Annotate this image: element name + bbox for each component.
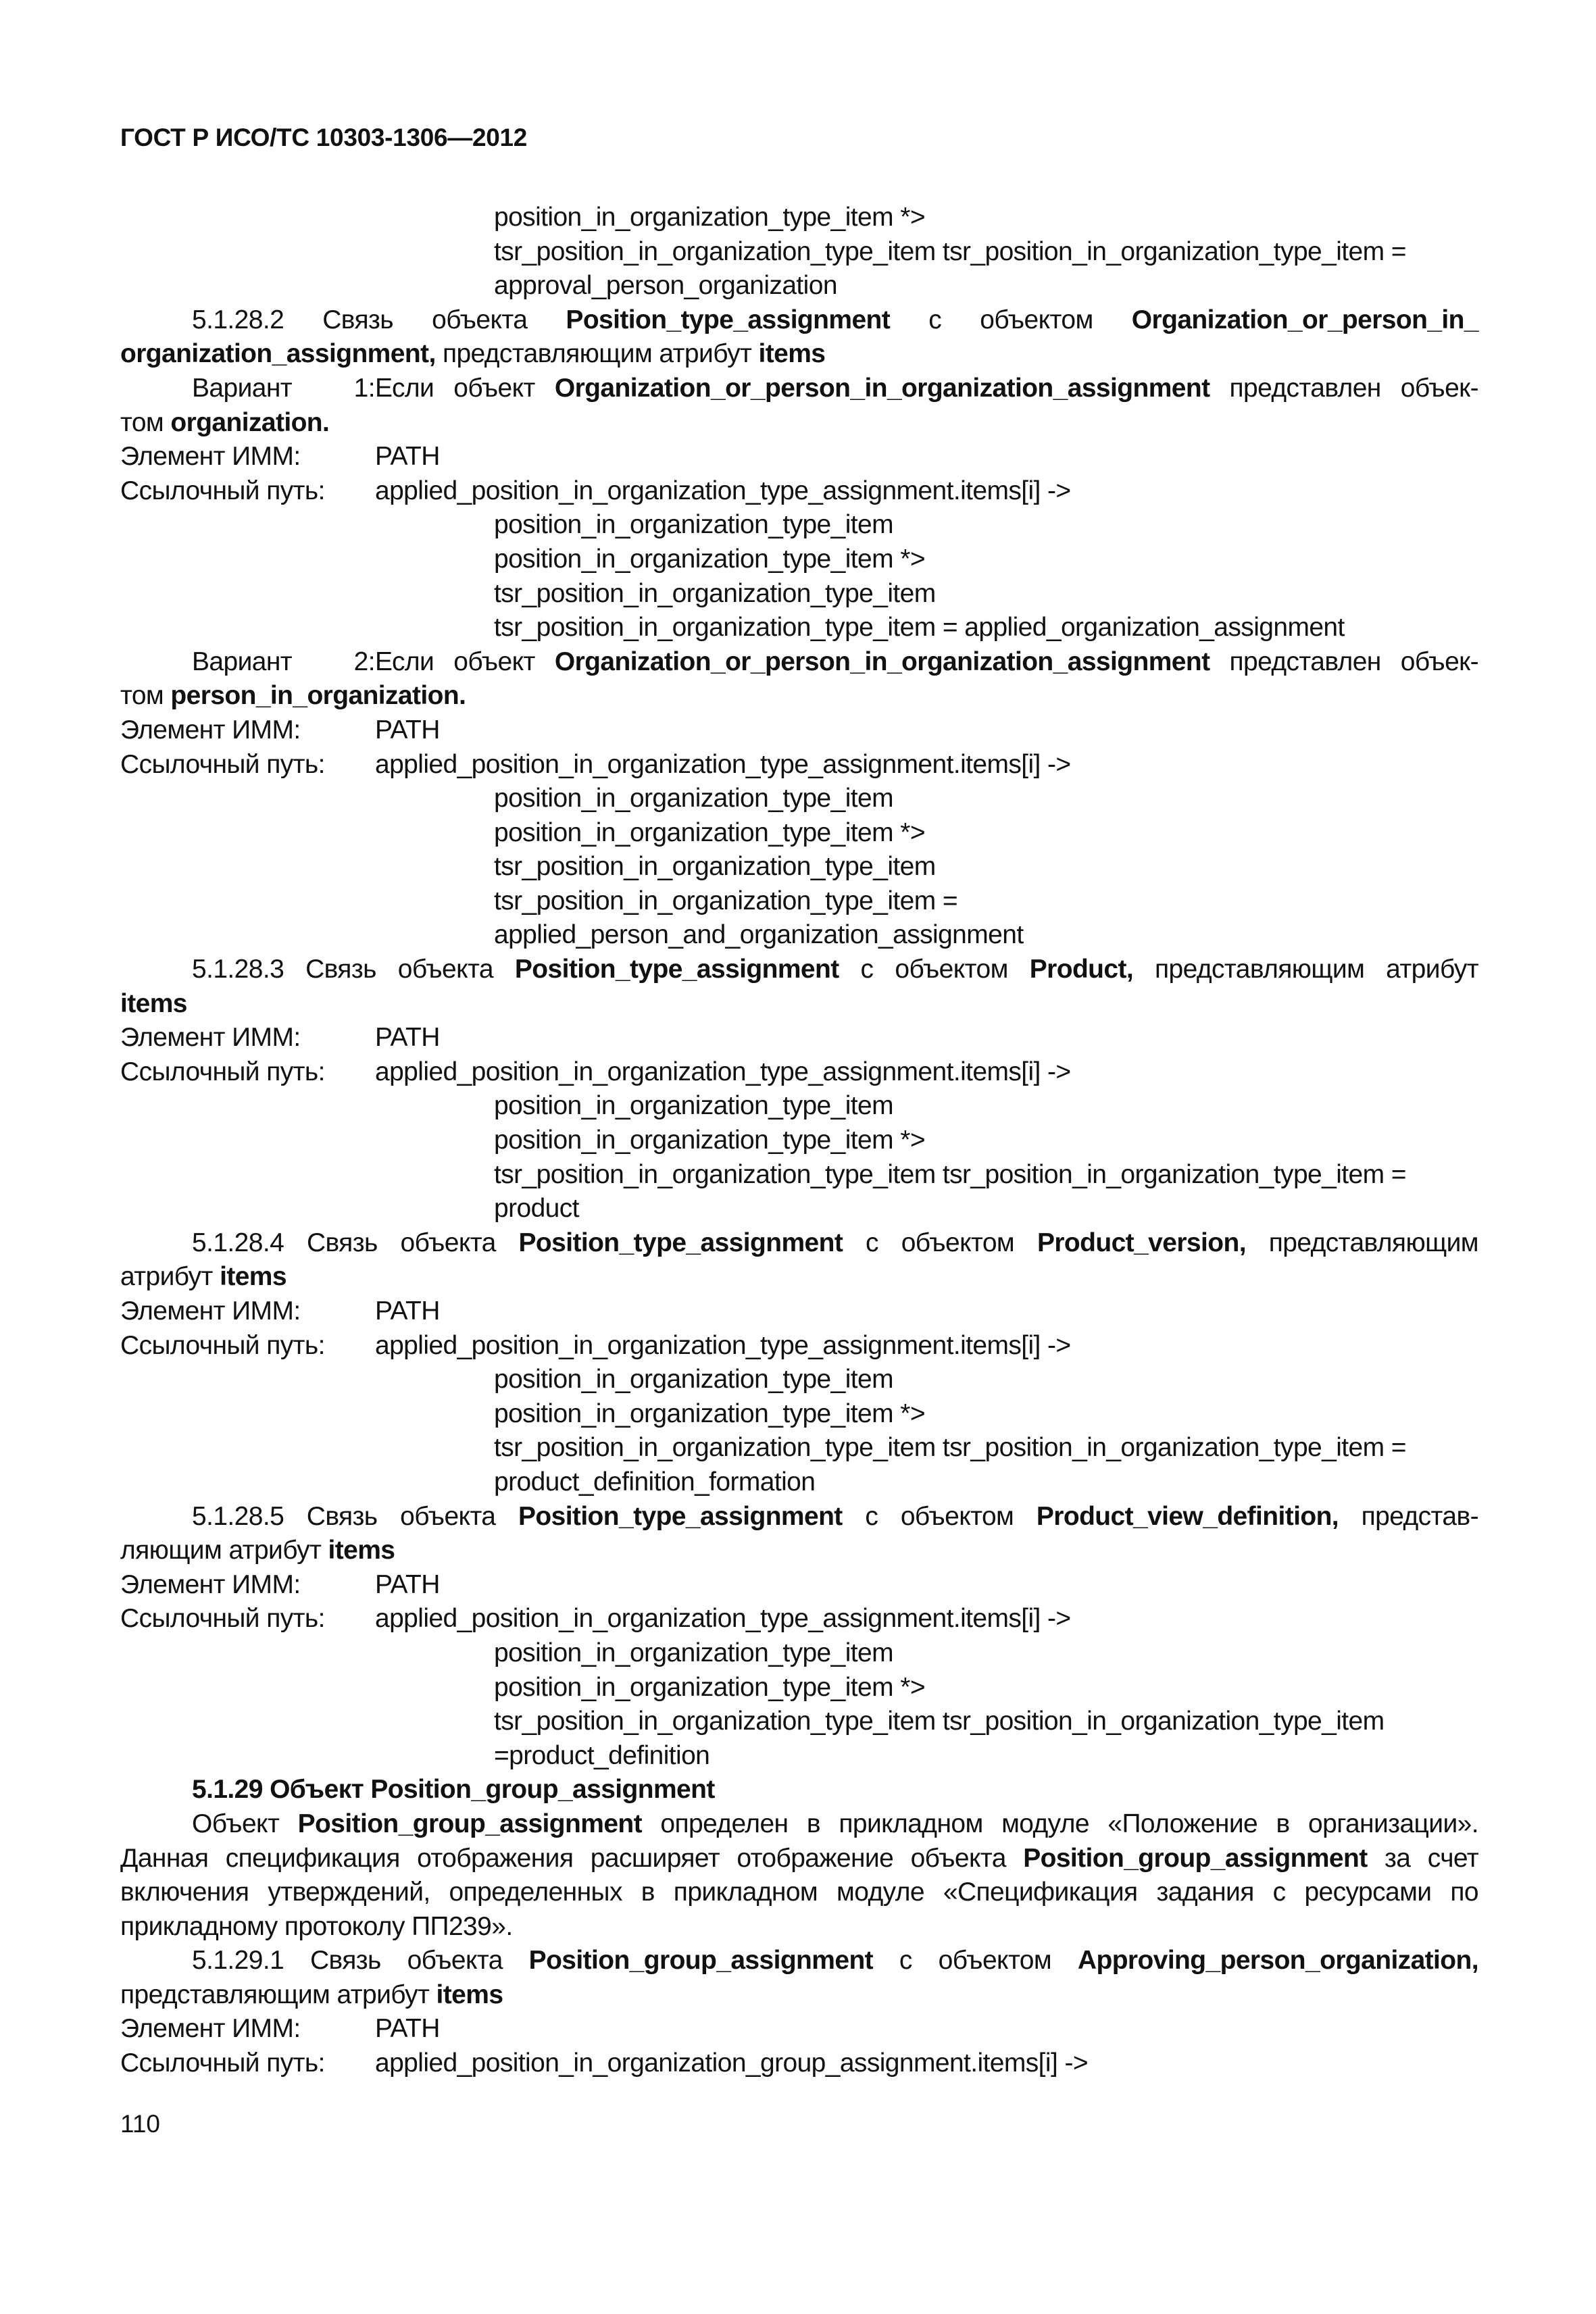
text-line: Объект Position_group_assignment определен в прикладном модуле «Положение в организации». <box>192 1809 1478 1838</box>
ref-path-line: Ссылочный путь: applied_position_in_organization_type_assignment.items[i] -> <box>120 1604 1071 1634</box>
element-line: Элемент ИММ: PATH <box>120 1023 440 1053</box>
section-heading: 5.1.28.2 Связь объекта Position_type_assignment с объектом Organization_or_person_in_ <box>192 305 1478 334</box>
page-number: 110 <box>120 2110 160 2138</box>
text-line: position_in_organization_type_item *> <box>494 1126 926 1155</box>
page-header: ГОСТ Р ИСО/ТС 10303-1306—2012 <box>120 124 528 151</box>
text-line: position_in_organization_type_item *> <box>494 1672 926 1702</box>
ref-path-line: Ссылочный путь: applied_position_in_organization_type_assignment.items[i] -> <box>120 1330 1071 1360</box>
text-line: position_in_organization_type_item *> <box>494 544 926 574</box>
text-line: атрибут items <box>120 1262 286 1292</box>
text-line: tsr_position_in_organization_type_item tsr_position_in_organization_type_item = <box>494 1159 1406 1189</box>
text-line: том person_in_organization. <box>120 681 466 711</box>
ref-path-line: Ссылочный путь: applied_position_in_organization_type_assignment.items[i] -> <box>120 1057 1071 1086</box>
text-line: ляющим атрибут items <box>120 1536 395 1565</box>
text-line: представляющим атрибут items <box>120 1980 503 2009</box>
text-line: tsr_position_in_organization_type_item = applied_organization_assignment <box>494 613 1345 643</box>
text-line: tsr_position_in_organization_type_item <box>494 852 936 882</box>
text-line: tsr_position_in_organization_type_item tsr_position_in_organization_type_item = <box>494 236 1406 266</box>
text-line: applied_person_and_organization_assignment <box>494 920 1024 950</box>
text-line: Данная спецификация отображения расширяет отображение объекта Position_group_assignment за счет <box>120 1843 1478 1873</box>
text-line: position_in_organization_type_item <box>494 1638 894 1667</box>
text-line: =product_definition <box>494 1740 710 1770</box>
text-line: items <box>120 988 187 1018</box>
text-line: tsr_position_in_organization_type_item = <box>494 886 958 915</box>
ref-path-line: Ссылочный путь: applied_position_in_organization_group_assignment.items[i] -> <box>120 2048 1089 2078</box>
text-line: organization_assignment, представляющим атрибут items <box>120 339 826 369</box>
text-line: product <box>494 1194 579 1224</box>
text-line: position_in_organization_type_item <box>494 510 894 540</box>
text-line: tsr_position_in_organization_type_item <box>494 578 936 608</box>
section-heading: 5.1.28.3 Связь объекта Position_type_assignment с объектом Product, представляющим атрибут <box>192 955 1478 984</box>
text-line: approval_person_organization <box>494 271 837 301</box>
page-content <box>120 201 1478 2081</box>
element-line: Элемент ИММ: PATH <box>120 715 440 745</box>
variant-line: Вариант 1:Если объект Organization_or_person_in_organization_assignment представлен объек- <box>192 373 1479 403</box>
ref-path-line: Ссылочный путь: applied_position_in_organization_type_assignment.items[i] -> <box>120 476 1071 505</box>
text-line: включения утверждений, определенных в прикладном модуле «Спецификация задания с ресурсами по <box>120 1878 1478 1907</box>
text-line: product_definition_formation <box>494 1467 816 1496</box>
element-line: Элемент ИММ: PATH <box>120 1297 440 1326</box>
text-line: position_in_organization_type_item *> <box>494 203 926 232</box>
variant-line: Вариант 2:Если объект Organization_or_person_in_organization_assignment представлен объек- <box>192 647 1479 676</box>
text-line: tsr_position_in_organization_type_item tsr_position_in_organization_type_item <box>494 1707 1385 1736</box>
text-line: position_in_organization_type_item *> <box>494 1399 926 1428</box>
text-line: tsr_position_in_organization_type_item tsr_position_in_organization_type_item = <box>494 1433 1406 1463</box>
ref-path-line: Ссылочный путь: applied_position_in_organization_type_assignment.items[i] -> <box>120 749 1071 779</box>
element-line: Элемент ИММ: PATH <box>120 442 440 472</box>
text-line: position_in_organization_type_item <box>494 1091 894 1121</box>
element-line: Элемент ИММ: PATH <box>120 1569 440 1599</box>
text-line: position_in_organization_type_item <box>494 1365 894 1394</box>
text-line: прикладному протоколу ПП239». <box>120 1911 513 1941</box>
section-title: 5.1.29 Объект Position_group_assignment <box>192 1775 715 1805</box>
section-heading: 5.1.29.1 Связь объекта Position_group_assignment с объектом Approving_person_organization, <box>192 1946 1478 1976</box>
text-line: position_in_organization_type_item *> <box>494 818 926 847</box>
text-line: том organization. <box>120 407 330 437</box>
section-heading: 5.1.28.4 Связь объекта Position_type_assignment с объектом Product_version, представляющим <box>192 1228 1478 1257</box>
section-heading: 5.1.28.5 Связь объекта Position_type_assignment с объектом Product_view_definition, представ- <box>192 1501 1478 1531</box>
text-line: position_in_organization_type_item <box>494 784 894 813</box>
element-line: Элемент ИММ: PATH <box>120 2014 440 2044</box>
